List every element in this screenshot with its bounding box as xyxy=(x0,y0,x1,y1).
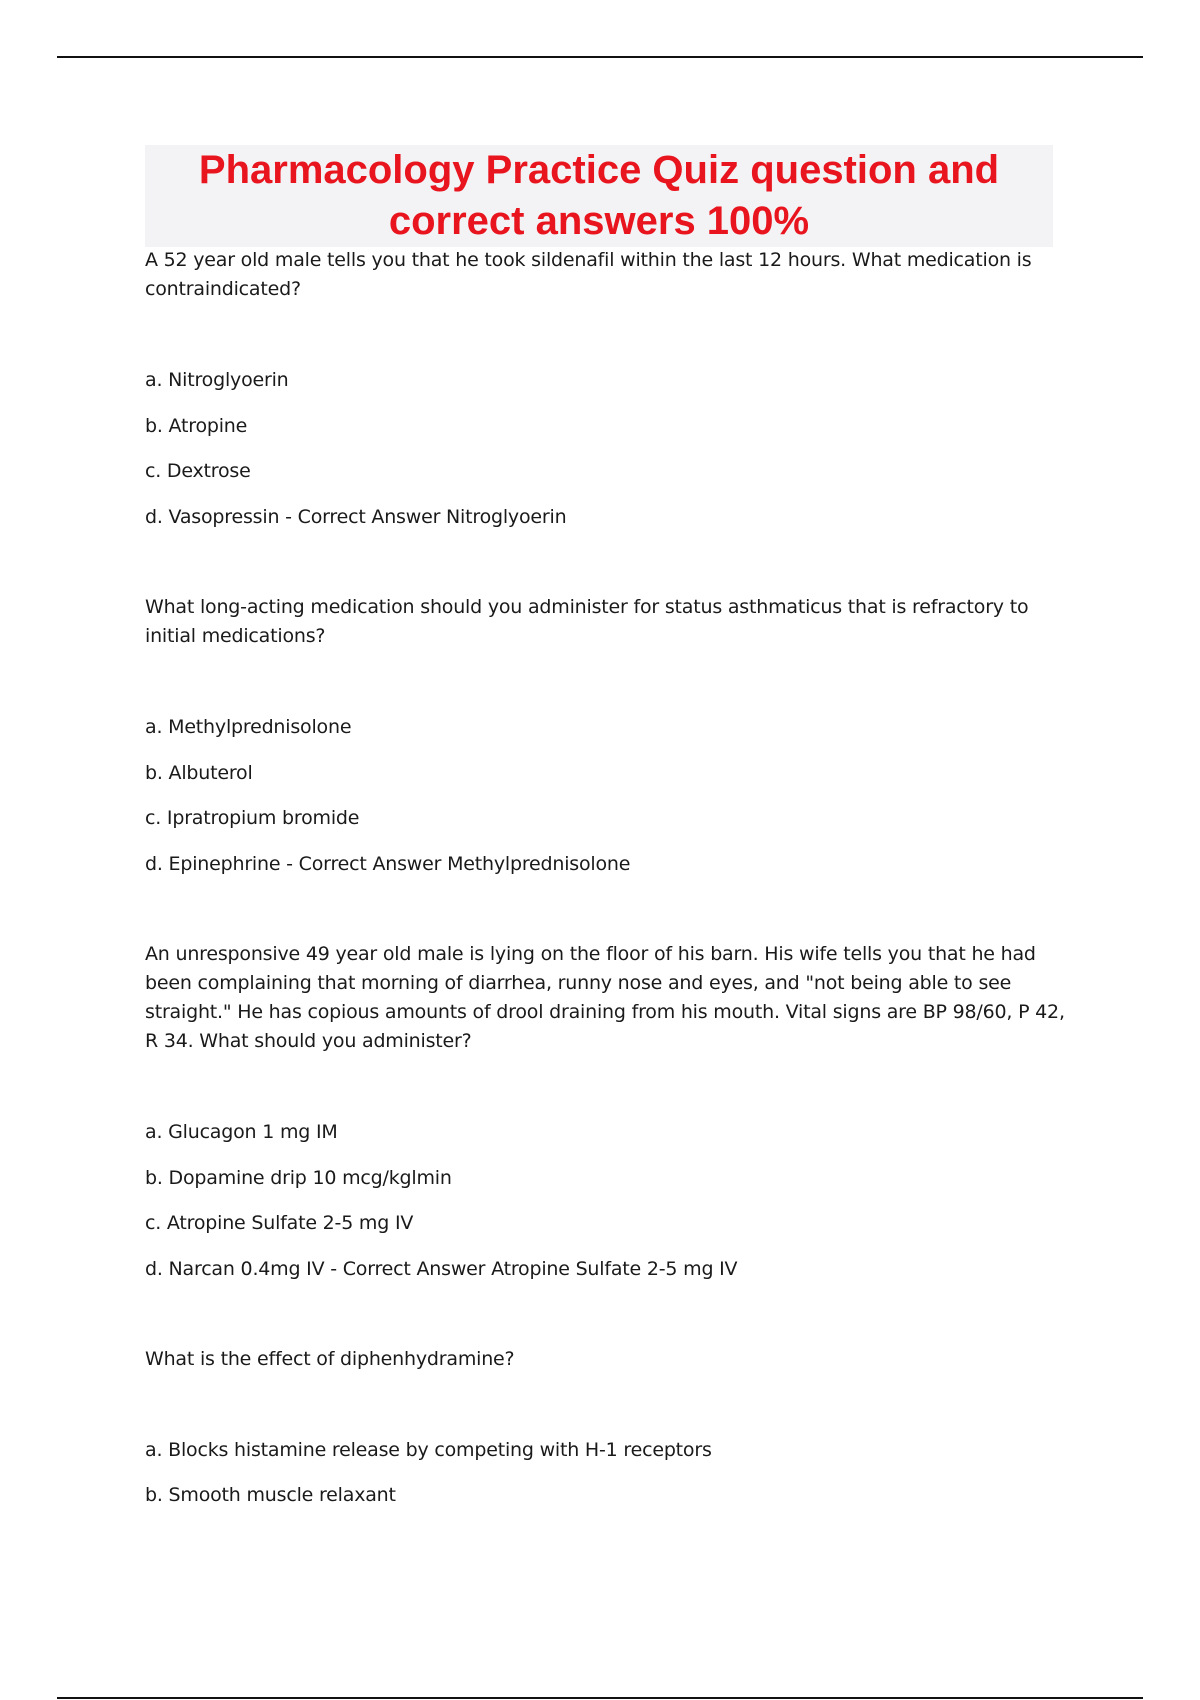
question-2-option-d: d. Epinephrine - Correct Answer Methylprednisolone xyxy=(145,853,631,875)
top-rule xyxy=(57,56,1143,58)
question-1-option-d: d. Vasopressin - Correct Answer Nitroglyoerin xyxy=(145,506,567,528)
page-title: Pharmacology Practice Quiz question and correct answers 100% xyxy=(198,148,1000,243)
question-2-option-a: a. Methylprednisolone xyxy=(145,716,352,738)
bottom-rule xyxy=(57,1697,1143,1699)
question-1-option-a: a. Nitroglyoerin xyxy=(145,369,289,391)
question-4-option-b: b. Smooth muscle relaxant xyxy=(145,1484,396,1506)
question-3-option-d: d. Narcan 0.4mg IV - Correct Answer Atropine Sulfate 2-5 mg IV xyxy=(145,1258,738,1280)
question-1-text: A 52 year old male tells you that he took sildenafil within the last 12 hours. What medication is contraindicated? xyxy=(145,249,1032,300)
question-2-option-b: b. Albuterol xyxy=(145,762,253,784)
question-1-option-c: c. Dextrose xyxy=(145,460,251,482)
question-4-text: What is the effect of diphenhydramine? xyxy=(145,1348,515,1370)
question-2-text: What long-acting medication should you administer for status asthmaticus that is refractory to initial medications? xyxy=(145,596,1029,647)
question-3-text: An unresponsive 49 year old male is lying on the floor of his barn. His wife tells you that he had been complaining that morning of diarrhea, runny nose and eyes, and "not being able to see straight." He has copious amounts of drool draining from his mouth. Vital signs are BP 98/60, P 42, R 34. What should you administer? xyxy=(145,943,1065,1052)
question-3-option-a: a. Glucagon 1 mg IM xyxy=(145,1121,338,1143)
question-1-option-b: b. Atropine xyxy=(145,415,248,437)
question-3-option-c: c. Atropine Sulfate 2-5 mg IV xyxy=(145,1212,414,1234)
question-3-option-b: b. Dopamine drip 10 mcg/kglmin xyxy=(145,1167,452,1189)
question-4-option-a: a. Blocks histamine release by competing with H-1 receptors xyxy=(145,1439,712,1461)
question-2-option-c: c. Ipratropium bromide xyxy=(145,807,360,829)
